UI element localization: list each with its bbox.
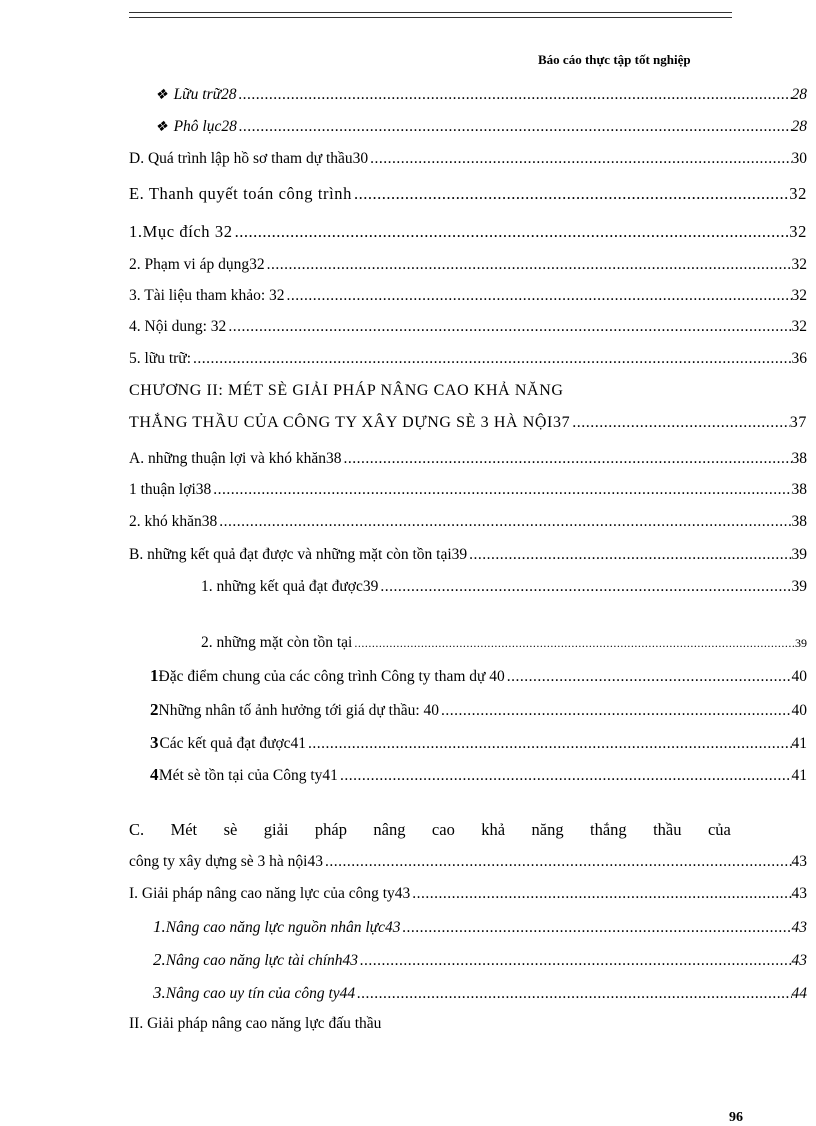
toc-entry-text: 3. Tài liệu tham khảo: 32 — [129, 287, 285, 304]
toc-entry — [129, 513, 807, 531]
toc-leader — [370, 150, 791, 168]
toc-entry-text: 4. Nội dung: 32 — [129, 318, 227, 335]
toc-entry-text: II. Giải pháp nâng cao năng lực đấu thầu — [129, 1015, 382, 1032]
diamond-bullet-icon: ❖ — [155, 120, 168, 135]
toc-leader — [360, 952, 791, 970]
header-rule — [129, 12, 732, 18]
toc-entry-text: 2. khó khăn38 — [129, 513, 218, 530]
toc-entry — [150, 666, 807, 686]
toc-entry-text: I. Giải pháp nâng cao năng lực của công ty43 — [129, 885, 411, 902]
toc-leader — [354, 636, 795, 651]
toc-page: 40 — [791, 668, 807, 685]
toc-entry-text: 1.Mục đích 32 — [129, 222, 233, 241]
toc-entry — [129, 885, 807, 903]
toc-page: 38 — [791, 481, 807, 498]
toc-entry-text: Nâng cao năng lực nguồn nhân lực43 — [165, 919, 401, 936]
toc-leader — [213, 481, 791, 499]
toc-entry — [129, 414, 807, 432]
toc-entry — [129, 350, 807, 368]
toc-entry — [129, 481, 807, 499]
toc-page: 28 — [791, 118, 807, 135]
word: Mét — [170, 820, 198, 839]
toc-entry — [129, 256, 807, 274]
toc-entry-text: công ty xây dựng sè 3 hà nội43 — [129, 853, 323, 870]
toc-entry-text: Các kết quả đạt được41 — [159, 735, 307, 752]
toc-entry-text: Phô lục28 — [173, 118, 237, 135]
toc-entry-text: Lữu trữ28 — [173, 86, 237, 103]
toc-leader — [441, 702, 791, 720]
toc-leader — [308, 735, 791, 753]
toc-entry-text: 2. những mặt còn tồn tại — [201, 634, 353, 651]
toc-entry-text: Đặc điểm chung của các công trình Công ty tham dự 40 — [158, 668, 505, 685]
word: sè — [223, 820, 238, 839]
toc-entry — [129, 853, 807, 871]
toc-leader — [228, 318, 791, 336]
word: nâng — [373, 820, 406, 839]
toc-entry — [129, 150, 807, 168]
toc-entry-text: 1. những kết quả đạt được39 — [201, 578, 379, 595]
toc-leader — [239, 118, 792, 136]
toc-leader — [572, 414, 790, 432]
toc-entry-number: 1 — [150, 666, 159, 685]
toc-entry-text: 1 thuận lợi38 — [129, 481, 212, 498]
toc-page: 32 — [791, 287, 807, 304]
toc-leader — [354, 184, 789, 204]
toc-page: 40 — [791, 702, 807, 719]
toc-page: 44 — [791, 985, 807, 1002]
toc-page: 37 — [789, 414, 807, 431]
toc-page: 39 — [795, 636, 807, 650]
toc-page: 39 — [791, 578, 807, 595]
chapter-title: CHƯƠNG II: MÉT SÈ GIẢI PHÁP NÂNG CAO KHẢ NĂNG — [129, 382, 564, 399]
toc-entry — [129, 450, 807, 468]
toc-entry — [155, 86, 807, 104]
toc-entry-number: 2 — [150, 700, 159, 719]
toc-entry — [129, 318, 807, 336]
toc-leader — [219, 513, 791, 531]
toc-entry-number: 3 — [150, 733, 159, 752]
toc-leader — [235, 222, 790, 242]
word: pháp — [314, 820, 347, 839]
toc-leader — [340, 767, 792, 785]
toc-leader — [469, 546, 791, 564]
toc-page: 30 — [791, 150, 807, 167]
toc-page: 32 — [791, 318, 807, 335]
toc-entry — [150, 765, 807, 785]
toc-entry — [129, 546, 807, 564]
toc-page: 43 — [791, 952, 807, 969]
word: thắng — [590, 820, 627, 839]
toc-entry — [153, 917, 807, 937]
toc-entry-text: B. những kết quả đạt được và những mặt còn tồn tại39 — [129, 546, 468, 563]
toc-page: 32 — [791, 256, 807, 273]
toc-leader — [357, 985, 791, 1003]
toc-page: 39 — [791, 546, 807, 563]
toc-page: 43 — [791, 853, 807, 870]
toc-page: 36 — [791, 350, 807, 367]
word: cao — [431, 820, 455, 839]
toc-page: 32 — [789, 222, 807, 241]
word: khả — [481, 820, 506, 839]
toc-entry — [129, 287, 807, 305]
toc-page: 32 — [789, 184, 807, 203]
toc-entry — [153, 983, 807, 1003]
toc-leader — [507, 668, 792, 686]
toc-entry-text: Mét sè tồn tại của Công ty41 — [158, 767, 338, 784]
toc-page: 43 — [791, 919, 807, 936]
toc-entry-number: 1. — [153, 917, 166, 936]
page-number: 96 — [729, 1110, 743, 1125]
toc-entry — [150, 733, 807, 753]
toc-leader — [343, 450, 791, 468]
word: giải — [263, 820, 289, 839]
word: thầu — [653, 820, 682, 839]
toc-entry — [150, 700, 807, 720]
toc-page: 41 — [791, 767, 807, 784]
toc-entry — [129, 184, 807, 204]
toc-leader — [239, 86, 792, 104]
toc-leader — [380, 578, 791, 596]
diamond-bullet-icon: ❖ — [155, 88, 168, 103]
toc-page: 41 — [791, 735, 807, 752]
toc-entry — [155, 118, 807, 136]
toc-entry-text: 2. Phạm vi áp dụng32 — [129, 256, 265, 273]
toc-leader — [403, 919, 792, 937]
toc-page: 38 — [791, 513, 807, 530]
toc-page: 28 — [791, 86, 807, 103]
word: của — [707, 820, 731, 839]
toc-page: 43 — [791, 885, 807, 902]
toc-entry-text: D. Quá trình lập hồ sơ tham dự thầu30 — [129, 150, 369, 167]
word: năng — [531, 820, 564, 839]
toc-leader — [412, 885, 791, 903]
section-c-title — [129, 820, 731, 840]
toc-entry-text: THẮNG THẦU CỦA CÔNG TY XÂY DỰNG SÈ 3 HÀ NỘI37 — [129, 414, 571, 431]
toc-entry-text: Nâng cao năng lực tài chính43 — [165, 952, 359, 969]
toc-entry — [129, 222, 807, 242]
toc-leader — [193, 350, 791, 368]
toc-entry-number: 2. — [153, 950, 166, 969]
toc-entry-number: 4 — [150, 765, 159, 784]
page-header: Báo cáo thực tập tốt nghiệp — [538, 52, 691, 67]
toc-leader — [325, 853, 792, 871]
toc-entry-text: A. những thuận lợi và khó khăn38 — [129, 450, 342, 467]
toc-entry-text: 5. lữu trữ: — [129, 350, 192, 367]
toc-leader — [287, 287, 792, 305]
toc-entry — [153, 950, 807, 970]
toc-leader — [267, 256, 792, 274]
toc-entry-text: Những nhân tố ảnh hưởng tới giá dự thầu: 40 — [158, 702, 440, 719]
toc-entry — [201, 578, 807, 596]
toc-entry-number: 3. — [153, 983, 166, 1002]
toc-entry-text: E. Thanh quyết toán công trình — [129, 184, 352, 203]
toc-entry-text: Nâng cao uy tín của công ty44 — [165, 985, 356, 1002]
toc-page: 38 — [791, 450, 807, 467]
word: C. — [129, 820, 145, 839]
toc-entry — [201, 634, 807, 652]
